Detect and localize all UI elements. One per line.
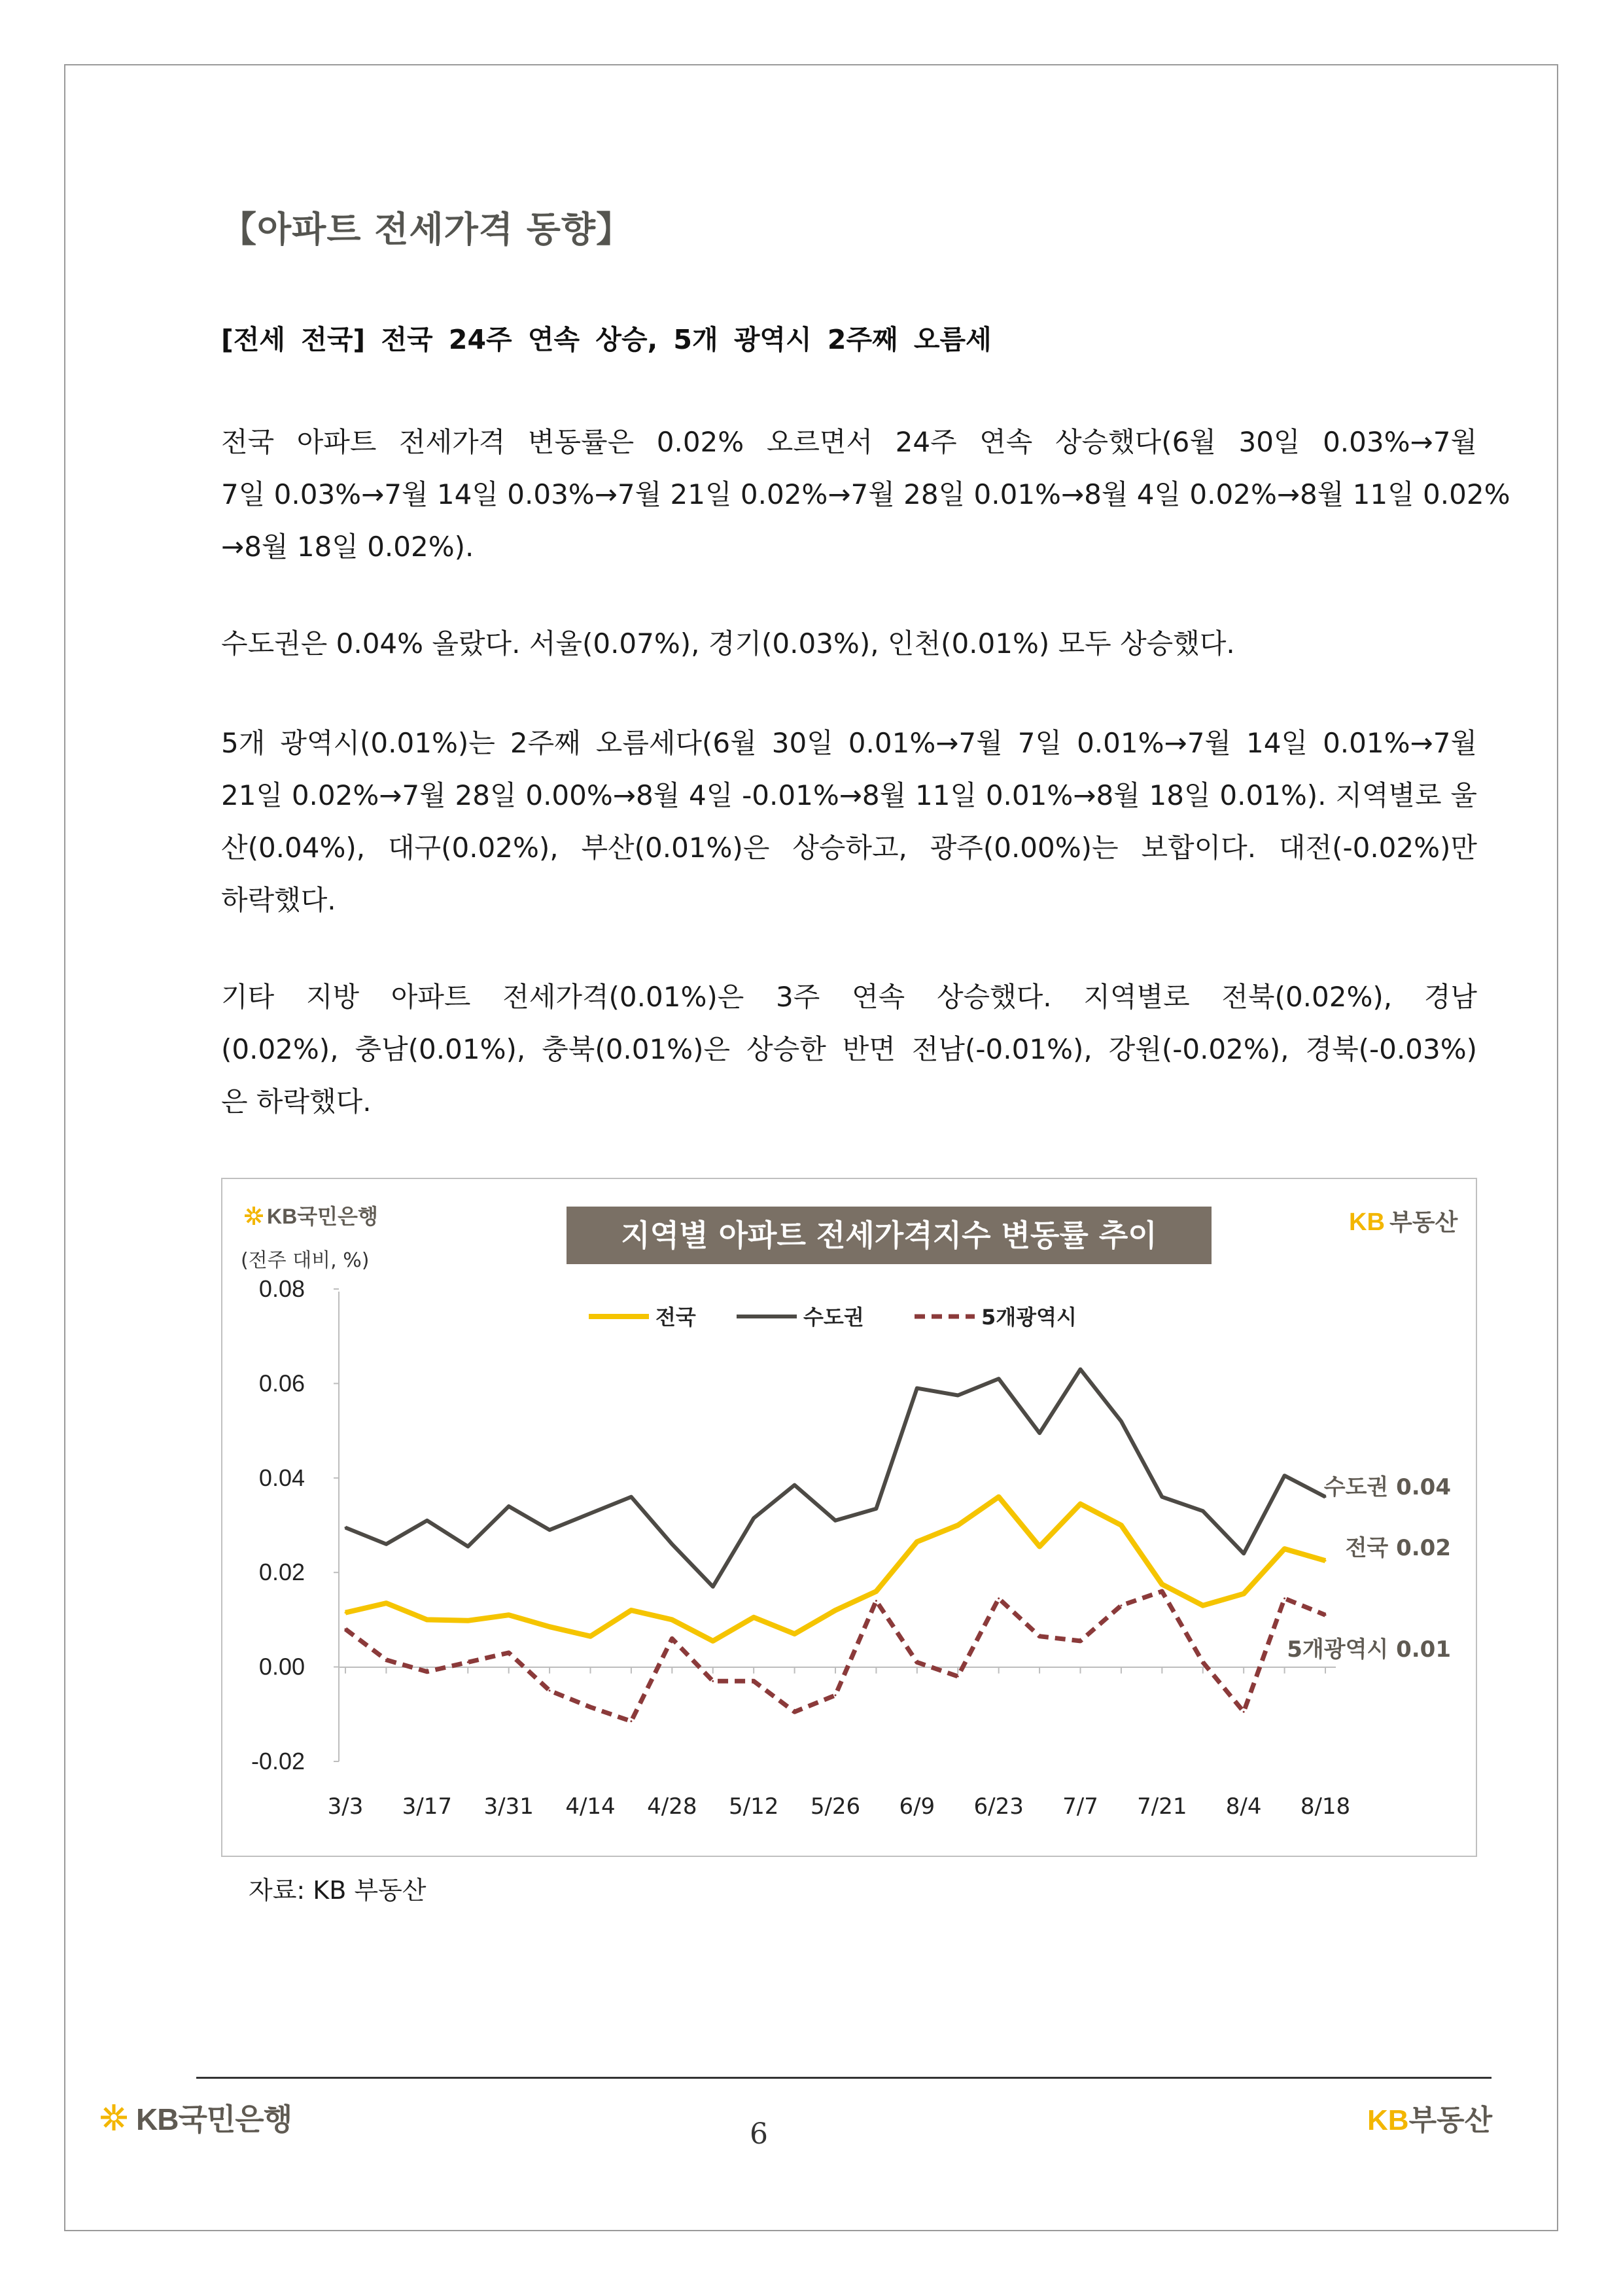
data-point (671, 1619, 673, 1621)
kb-bank-logo (245, 1205, 378, 1228)
kb-bank-logo-text: KB국민은행 (267, 1205, 378, 1228)
data-point (875, 1591, 877, 1593)
data-point (1120, 1604, 1122, 1606)
paragraph-line: 산(0.04%), 대구(0.02%), 부산(0.01%)은 상승하고, 광주(0.00%)는 보합이다. 대전(-0.02%)만 (221, 832, 1477, 864)
data-point (426, 1619, 428, 1621)
data-point (1202, 1604, 1204, 1606)
data-point (426, 1670, 428, 1672)
end-label-national: 전국 0.02 (1345, 1535, 1451, 1561)
paragraph-line: (0.02%), 충남(0.01%), 충북(0.01%)은 상승한 반면 전남(-0.01%), 강원(-0.02%), 경북(-0.03%) (221, 1033, 1477, 1065)
y-tick-label: 0.04 (258, 1464, 305, 1491)
data-point (630, 1609, 632, 1611)
data-point (1283, 1548, 1285, 1550)
data-point (1325, 1614, 1327, 1616)
end-label-metro: 5개광역시 0.01 (1287, 1636, 1451, 1663)
data-point (916, 1661, 918, 1663)
y-axis-label: (전주 대비, %) (241, 1249, 370, 1272)
data-point (345, 1612, 347, 1614)
data-point (1161, 1583, 1163, 1585)
data-point (1039, 1545, 1041, 1547)
data-point (345, 1527, 347, 1528)
x-tick-label: 8/18 (1300, 1793, 1351, 1820)
paragraph-line: 은 하락했다. (221, 1086, 372, 1118)
x-tick-label: 6/23 (973, 1793, 1024, 1820)
x-tick-label: 7/21 (1137, 1793, 1187, 1820)
data-point (549, 1689, 551, 1691)
data-point (467, 1619, 469, 1621)
data-point (467, 1545, 469, 1547)
data-point (916, 1387, 918, 1389)
legend (589, 1305, 1077, 1330)
paragraph-line: 기타 지방 아파트 전세가격(0.01%)은 3주 연속 상승했다. 지역별로 전북(0.02%), 경남 (221, 981, 1477, 1013)
data-point (630, 1720, 632, 1722)
y-tick-label: 0.06 (258, 1369, 305, 1397)
y-tick-label: -0.02 (251, 1748, 305, 1775)
data-point (1079, 1503, 1081, 1505)
data-point (835, 1519, 837, 1521)
data-point (1161, 1591, 1163, 1593)
page-border (64, 64, 1558, 2231)
kb-realestate-logo-text: 부동산 (1389, 1209, 1458, 1236)
kb-realestate-logo (1349, 1209, 1459, 1236)
data-point (1243, 1711, 1245, 1713)
data-point (589, 1512, 591, 1514)
data-point (508, 1614, 510, 1616)
x-tick-label: 5/26 (810, 1793, 861, 1820)
data-point (957, 1525, 959, 1527)
data-point (957, 1394, 959, 1396)
x-tick-marks (345, 1667, 1325, 1674)
data-point (794, 1711, 795, 1713)
data-point (1283, 1597, 1285, 1599)
data-point (589, 1706, 591, 1708)
x-tick-label: 8/4 (1225, 1793, 1262, 1820)
footer-kb-bank-logo (97, 2098, 292, 2137)
data-point (1161, 1496, 1163, 1498)
paragraph-national (221, 416, 1510, 573)
data-point (875, 1508, 877, 1510)
y-tick-label: 0.02 (258, 1559, 305, 1586)
data-point (385, 1659, 387, 1661)
x-tick-labels (328, 1793, 1351, 1820)
footer-divider (196, 2077, 1492, 2079)
data-point (385, 1543, 387, 1545)
data-point (794, 1484, 795, 1486)
data-point (426, 1519, 428, 1521)
paragraph-line: 7일 0.03%→7월 14일 0.03%→7월 21일 0.02%→7월 28일 0.01%→8월 4일 0.02%→8월 11일 0.02% (221, 478, 1510, 510)
y-tick-labels (251, 1275, 339, 1775)
paragraph-other-regions (221, 971, 1477, 1128)
page-number: 6 (750, 2117, 768, 2151)
data-point (1325, 1560, 1327, 1562)
x-tick-label: 4/28 (647, 1793, 697, 1820)
data-point (1120, 1421, 1122, 1422)
data-point (998, 1597, 1000, 1599)
kb-realestate-logo-kb: KB (1349, 1209, 1385, 1236)
y-tick-label: 0.08 (258, 1275, 305, 1302)
kb-star-icon (245, 1207, 263, 1225)
legend-label-capital: 수도권 (803, 1305, 864, 1330)
x-tick-label: 3/17 (402, 1793, 453, 1820)
chart-container (221, 1178, 1477, 1857)
footer-kb-realestate-logo (1367, 2096, 1492, 2138)
legend-label-national: 전국 (655, 1305, 696, 1330)
data-point (1202, 1661, 1204, 1663)
line-chart (222, 1179, 1476, 1856)
paragraph-line: 하락했다. (221, 884, 336, 916)
data-point (549, 1626, 551, 1628)
data-point (671, 1638, 673, 1640)
data-point (1120, 1525, 1122, 1527)
end-labels (1287, 1474, 1451, 1663)
data-point (753, 1680, 755, 1682)
x-tick-label: 4/14 (565, 1793, 616, 1820)
paragraph-line: 5개 광역시(0.01%)는 2주째 오름세다(6월 30일 0.01%→7월 7일 0.01%→7월 14일 0.01%→7월 (221, 727, 1477, 759)
paragraph-line: 수도권은 0.04% 올랐다. 서울(0.07%), 경기(0.03%), 인천(0.01%) 모두 상승했다. (221, 627, 1235, 660)
data-point (467, 1661, 469, 1663)
data-point (835, 1694, 837, 1696)
data-point (345, 1628, 347, 1630)
data-point (508, 1651, 510, 1653)
data-point (916, 1541, 918, 1543)
series-line-capital (345, 1369, 1325, 1587)
paragraph-line: →8월 18일 0.02%). (221, 531, 474, 563)
footer-kb-realestate-logo-kb: KB (1367, 2104, 1409, 2136)
data-point (1243, 1553, 1245, 1555)
paragraph-line: 전국 아파트 전세가격 변동률은 0.02% 오르면서 24주 연속 상승했다(6월 30일 0.03%→7월 (221, 426, 1477, 458)
section-title: 【아파트 전세가격 동향】 (221, 209, 633, 250)
paragraph-capital-area (221, 618, 1477, 670)
data-point (589, 1635, 591, 1637)
data-point (875, 1600, 877, 1602)
x-tick-label: 5/12 (728, 1793, 779, 1820)
data-point (1079, 1368, 1081, 1370)
legend-label-metro: 5개광역시 (981, 1305, 1077, 1330)
data-point (1079, 1640, 1081, 1642)
data-point (753, 1517, 755, 1519)
data-point (998, 1378, 1000, 1380)
data-point (1202, 1510, 1204, 1512)
data-point (712, 1640, 714, 1642)
data-point (1283, 1475, 1285, 1477)
data-point (508, 1506, 510, 1508)
source-note: 자료: KB 부동산 (249, 1876, 427, 1905)
data-point (1039, 1635, 1041, 1637)
end-label-capital: 수도권 0.04 (1323, 1474, 1451, 1500)
data-point (794, 1633, 795, 1635)
chart-title: 지역별 아파트 전세가격지수 변동률 추이 (621, 1218, 1157, 1253)
data-point (712, 1585, 714, 1587)
x-tick-label: 6/9 (899, 1793, 935, 1820)
x-tick-label: 7/7 (1062, 1793, 1098, 1820)
data-point (630, 1496, 632, 1498)
data-point (835, 1609, 837, 1611)
paragraph-line: 21일 0.02%→7월 28일 0.00%→8월 4일 -0.01%→8월 11일 0.01%→8월 18일 0.01%). 지역별로 울 (221, 779, 1477, 811)
data-point (1039, 1432, 1041, 1434)
data-point (385, 1602, 387, 1604)
data-point (712, 1680, 714, 1682)
data-point (671, 1543, 673, 1545)
subheading: [전세 전국] 전국 24주 연속 상승, 5개 광역시 2주째 오름세 (221, 324, 992, 355)
y-tick-label: 0.00 (258, 1653, 305, 1680)
x-tick-label: 3/31 (483, 1793, 534, 1820)
footer-kb-realestate-logo-text: 부동산 (1408, 2104, 1493, 2137)
kb-star-icon (97, 2100, 131, 2134)
data-point (753, 1616, 755, 1618)
data-point (957, 1676, 959, 1678)
x-tick-label: 3/3 (327, 1793, 364, 1820)
data-point (1243, 1593, 1245, 1595)
paragraph-metro-cities (221, 717, 1477, 927)
data-point (549, 1529, 551, 1531)
data-point (998, 1496, 1000, 1498)
footer-kb-bank-logo-text: KB국민은행 (136, 2102, 292, 2136)
